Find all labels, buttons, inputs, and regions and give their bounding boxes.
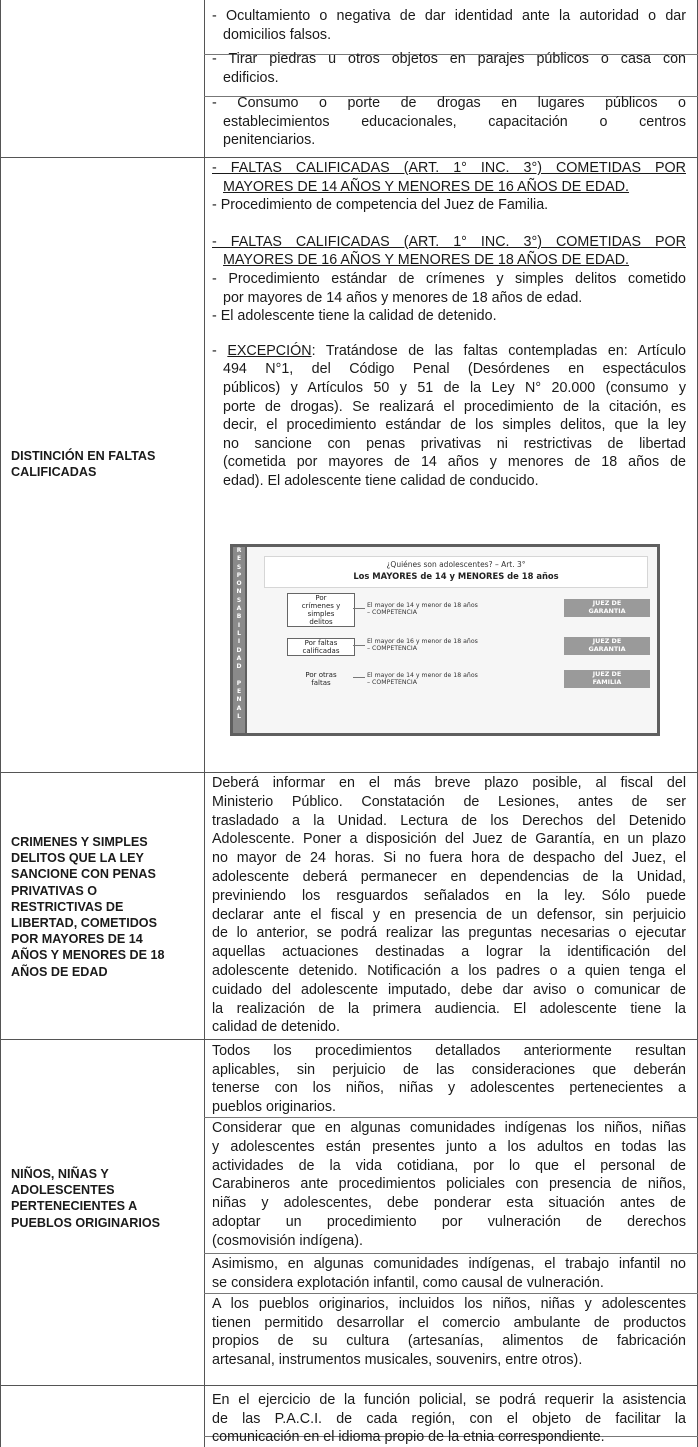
excepcion-paragraph: - EXCEPCIÓN: Tratándose de las faltas contempladas en: Artículo xyxy=(212,342,687,359)
text-line: (cosmovisión indígena). xyxy=(212,1232,363,1249)
label-line: GARANTIA xyxy=(588,644,626,653)
box-line: Por faltas xyxy=(304,639,338,647)
text-line: – COMPETENCIA xyxy=(367,679,417,686)
item-divider xyxy=(204,1253,698,1254)
label-line: AÑOS DE EDAD xyxy=(11,964,108,979)
text-line: actividades de la vida cotidiana, por lo que el personal de xyxy=(212,1157,686,1174)
box-line: simples xyxy=(307,610,335,618)
text-line: Asimismo, en algunas comunidades indígenas, el trabajo infantil no xyxy=(212,1256,686,1272)
side-letter: I xyxy=(237,638,241,646)
side-letter: N xyxy=(236,696,242,704)
text-line: cuidado del adolescente imputado, debe dar aviso o comunicar de xyxy=(212,981,686,998)
text-line: 494 N°1, del Código Penal (Desórdenes en espectáculos xyxy=(223,361,686,378)
distincion-content xyxy=(212,159,686,491)
side-letter: L xyxy=(237,629,241,637)
box-line: faltas xyxy=(311,679,331,687)
side-letter: A xyxy=(236,605,242,613)
side-letter: D xyxy=(236,663,242,671)
text-line: Considerar que en algunas comunidades indígenas los niños, niñas xyxy=(212,1120,686,1136)
label-line: PERTENECIENTES A xyxy=(11,1199,138,1214)
side-letter: S xyxy=(236,596,242,604)
figure-court-label xyxy=(564,599,650,617)
text-line: (cometida por mayores de 14 años y menores de 18 años de xyxy=(223,454,686,471)
excepcion-keyword: EXCEPCIÓN xyxy=(227,342,312,359)
text-line: El mayor de 14 y menor de 18 años xyxy=(367,672,478,679)
text-line: calidad de detenido. xyxy=(212,1019,340,1036)
label-line: DISTINCIÓN EN FALTAS xyxy=(11,449,156,463)
text-line: decir, el procedimiento estándar de los simples delitos, que la ley xyxy=(223,417,686,434)
row-label-ninos xyxy=(11,1166,197,1231)
figure-category-box xyxy=(287,593,355,627)
side-letter: E xyxy=(236,688,242,696)
arrow-connector xyxy=(353,677,365,678)
text-line: por mayores de 14 años y menores de 18 años de edad. xyxy=(223,289,583,306)
text-line: propios de su cultura (artesanías, alimentos de fabricación xyxy=(212,1333,686,1349)
text-line: Todos los procedimientos detallados anteriormente resultan xyxy=(212,1043,686,1059)
text-line: niñas y adolescentes, debe ponderar esta situación antes de xyxy=(212,1195,686,1212)
text-line: – COMPETENCIA xyxy=(367,645,417,652)
label-line: POR MAYORES DE 14 xyxy=(11,932,143,947)
text-line: - El adolescente tiene la calidad de detenido. xyxy=(212,308,497,325)
text-line: trasladado a la Unidad. Lectura de los Derechos del Detenido xyxy=(212,812,686,829)
row-divider xyxy=(0,157,698,158)
figure-panel xyxy=(247,547,657,733)
figure-competence-text xyxy=(367,672,552,686)
row-divider xyxy=(0,1385,698,1386)
label-line: CRIMENES Y SIMPLES xyxy=(11,835,148,849)
side-letter: D xyxy=(236,646,242,654)
row-divider xyxy=(0,772,698,773)
text-line: porte de drogas). Se realizará el procedimiento de la citación, es xyxy=(223,398,686,415)
side-letter: S xyxy=(236,563,242,571)
label-line: AÑOS Y MENORES DE 18 xyxy=(11,948,165,963)
text-line: aquellas actuaciones destinadas a lograr la identificación del xyxy=(212,944,686,961)
box-line: Por xyxy=(315,594,327,602)
crimenes-content xyxy=(212,774,686,1037)
label-line: RESTRICTIVAS DE xyxy=(11,899,124,914)
text-span: : Tratándose de las faltas contempladas en: Artículo xyxy=(311,342,687,359)
side-letter: A xyxy=(236,654,242,662)
table-border-left xyxy=(0,0,1,1447)
text-line: aplicables, sin perjuicio de las consideraciones que deberán xyxy=(212,1061,686,1078)
text-line: no sancione con penas privativas ni restrictivas de libertad xyxy=(223,435,686,452)
label-line: LIBERTAD, COMETIDOS xyxy=(11,916,157,931)
side-letter: A xyxy=(236,704,242,712)
section-heading: - FALTAS CALIFICADAS (ART. 1° INC. 3°) COMETIDAS POR xyxy=(212,160,686,176)
label-line: FAMILIA xyxy=(592,677,622,686)
side-letter: L xyxy=(237,712,241,720)
paci-paragraph xyxy=(212,1391,686,1447)
item-divider xyxy=(204,1117,698,1118)
table-column-divider xyxy=(204,0,205,1447)
text-line: - Procedimiento estándar de crímenes y simples delitos cometido xyxy=(212,270,686,287)
text-line: - Consumo o porte de drogas en lugares públicos o xyxy=(212,95,686,111)
side-letter xyxy=(233,671,245,679)
text-line: El mayor de 14 y menor de 18 años xyxy=(367,602,478,609)
text-line: A los pueblos originarios, incluidos los niños, niñas y adolescentes xyxy=(212,1296,686,1312)
text-line: edad). El adolescente tiene calidad de conducido. xyxy=(223,472,539,489)
ninos-paragraph-4 xyxy=(212,1295,686,1369)
text-line: Carabineros ante procedimientos policiales con presencia de niños, xyxy=(212,1176,686,1193)
text-line: declarar ante el fiscal y en presencia de un defensor, sin perjuicio xyxy=(212,906,686,923)
figure-header xyxy=(264,556,648,588)
text-line: Ministerio Público. Constatación de Lesiones, antes de ser xyxy=(212,793,686,810)
side-letter: E xyxy=(236,555,242,563)
offense-item xyxy=(212,7,686,44)
side-letter: P xyxy=(236,571,242,579)
label-line: DELITOS QUE LA LEY xyxy=(11,851,144,866)
text-line: se considera explotación infantil, como causal de vulneración. xyxy=(212,1274,604,1291)
figure-side-banner xyxy=(233,547,245,733)
figure-category-box xyxy=(287,638,355,656)
text-line: artesanal, instrumentos musicales, souvenirs, entre otros). xyxy=(212,1351,583,1368)
text-line: adolescente deberá permanecer en dependencias de la Unidad, xyxy=(212,868,686,885)
text-line: - Ocultamiento o negativa de dar identidad ante la autoridad o dar xyxy=(212,8,686,24)
text-line: Deberá informar en el más breve plazo posible, al fiscal del xyxy=(212,775,686,791)
label-line: CALIFICADAS xyxy=(11,465,97,480)
figure-competence-text xyxy=(367,638,552,652)
text-line: públicos) y Artículos 50 y 51 de la Ley N° 20.000 (consumo y xyxy=(223,379,686,396)
label-line: JUEZ DE xyxy=(592,637,622,645)
label-line: JUEZ DE xyxy=(592,599,622,607)
text-line: previniendo los resguardos señalados en la ley. Sólo puede xyxy=(212,887,686,904)
text-line: no mayor de 24 horas. Si no fuera hora de despacho del Juez, el xyxy=(212,850,686,867)
offense-item xyxy=(212,94,686,150)
item-divider xyxy=(204,1293,698,1294)
text-line: – COMPETENCIA xyxy=(367,609,417,616)
text-line: comunicación en el idioma propio de la etnia correspondiente. xyxy=(212,1429,605,1445)
label-line: ADOLESCENTES xyxy=(11,1183,115,1198)
box-line: crímenes y xyxy=(301,602,341,610)
text-line: penitenciarios. xyxy=(223,132,316,148)
figure-competence-text xyxy=(367,602,552,616)
label-line: NIÑOS, NIÑAS Y xyxy=(11,1167,109,1181)
text-line: de las P.A.C.I. de cada región, con el objeto de facilitar la xyxy=(212,1410,686,1427)
text-line: domicilios falsos. xyxy=(223,26,332,43)
label-line: SANCIONE CON PENAS xyxy=(11,867,156,882)
side-letter: P xyxy=(236,679,242,687)
figure-court-label xyxy=(564,637,650,655)
text-line: establecimientos educacionales, capacitación o centros xyxy=(223,113,686,130)
label-line: GARANTIA xyxy=(588,606,626,615)
label-line: JUEZ DE xyxy=(592,670,622,678)
section-heading: MAYORES DE 14 AÑOS Y MENORES DE 16 AÑOS DE EDAD. xyxy=(223,178,630,195)
row-label-distincion xyxy=(11,448,197,480)
section-heading: - FALTAS CALIFICADAS (ART. 1° INC. 3°) COMETIDAS POR xyxy=(212,233,686,250)
text-line: adolescente detenido. Notificación a los padres o a quien tenga el xyxy=(212,962,686,979)
figure-category-box xyxy=(287,670,355,688)
arrow-connector xyxy=(353,608,365,609)
box-line: calificadas xyxy=(302,647,340,655)
ninos-paragraph-1 xyxy=(212,1042,686,1116)
side-letter: N xyxy=(236,588,242,596)
side-letter: O xyxy=(236,580,242,588)
text-line: edificios. xyxy=(223,69,279,86)
offense-item xyxy=(212,50,686,87)
side-letter: B xyxy=(236,613,242,621)
text-line: y adolescentes están presentes junto a los adultos en todas las xyxy=(212,1138,686,1155)
text-line: pueblos originarios. xyxy=(212,1098,336,1115)
section-heading: MAYORES DE 16 AÑOS Y MENORES DE 18 AÑOS DE EDAD. xyxy=(223,252,630,269)
side-letter: I xyxy=(237,621,241,629)
adolescent-responsibility-figure xyxy=(230,544,660,736)
ninos-paragraph-3 xyxy=(212,1255,686,1292)
figure-title: Los MAYORES de 14 y MENORES de 18 años xyxy=(353,571,559,581)
label-line: PRIVATIVAS O xyxy=(11,883,98,898)
arrow-connector xyxy=(353,645,365,646)
figure-court-label xyxy=(564,670,650,688)
text-line: la realización de la primera audiencia. El adolescente tiene la xyxy=(212,1000,686,1017)
text-line: - Procedimiento de competencia del Juez de Familia. xyxy=(212,197,549,214)
label-line: PUEBLOS ORIGINARIOS xyxy=(11,1215,161,1230)
side-letter: R xyxy=(236,547,242,554)
text-line: El mayor de 16 y menor de 18 años xyxy=(367,638,478,645)
box-line: delitos xyxy=(309,618,333,626)
row-label-crimenes xyxy=(11,834,197,980)
text-line: - Tirar piedras u otros objetos en parajes públicos o casa con xyxy=(212,51,686,67)
box-line: Por otras xyxy=(305,671,337,679)
row-divider xyxy=(0,1039,698,1040)
text-line: adoptar un procedimiento por vulneración de derechos xyxy=(212,1213,686,1230)
text-line: tienen permitido desarrollar el comercio ambulante de productos xyxy=(212,1314,686,1331)
text-line: Adolescente. Poner a disposición del Juez de Garantía, en un plazo xyxy=(212,831,686,848)
figure-question: ¿Quiénes son adolescentes? – Art. 3° xyxy=(386,560,526,569)
text-line: de lo anterior, se podrá realizar las preguntas necesarias o ejecutar xyxy=(212,925,686,942)
text-line: tenerse con los niños, niñas y adolescentes pertenecientes a xyxy=(212,1080,686,1096)
ninos-paragraph-2 xyxy=(212,1119,686,1251)
text-line: En el ejercicio de la función policial, se podrá requerir la asistencia xyxy=(212,1392,686,1408)
